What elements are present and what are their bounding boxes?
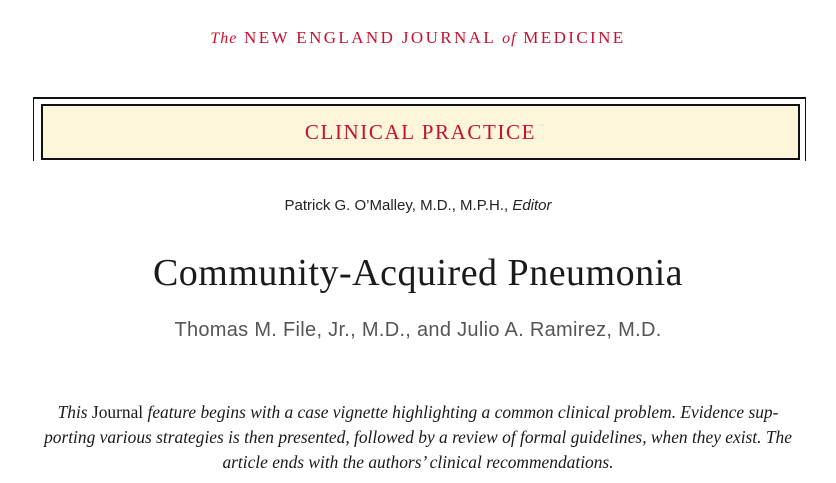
journal-masthead [0,27,836,50]
intro-journal-word: Journal [91,402,144,422]
feature-intro [30,400,806,475]
editor-name: Patrick G. O’Malley, M.D., M.P.H., [284,197,509,214]
masthead-of: of [502,30,517,47]
intro-line-2: porting various strategies is then presented, followed by a review of formal guidelines, when they exist. The [44,427,792,447]
intro-line-1 [30,400,806,425]
intro-line-3: article ends with the authors’ clinical recommendations. [222,452,614,472]
editor-role: Editor [512,197,552,214]
article-authors: Thomas M. File, Jr., M.D., and Julio A. Ramirez, M.D. [174,319,662,341]
masthead-journal-name-part2: MEDICINE [523,28,626,47]
section-label: CLINICAL PRACTICE [304,120,537,144]
intro-this: This [57,402,88,422]
section-banner [41,104,800,160]
article-title: Community-Acquired Pneumonia [152,252,684,294]
editor-credit [0,196,836,216]
masthead-the: The [210,30,238,47]
masthead-journal-name-part1: NEW ENGLAND JOURNAL [244,28,496,47]
intro-line1-rest: feature begins with a case vignette highlighting a common clinical problem. Evidence sup- [147,402,779,422]
